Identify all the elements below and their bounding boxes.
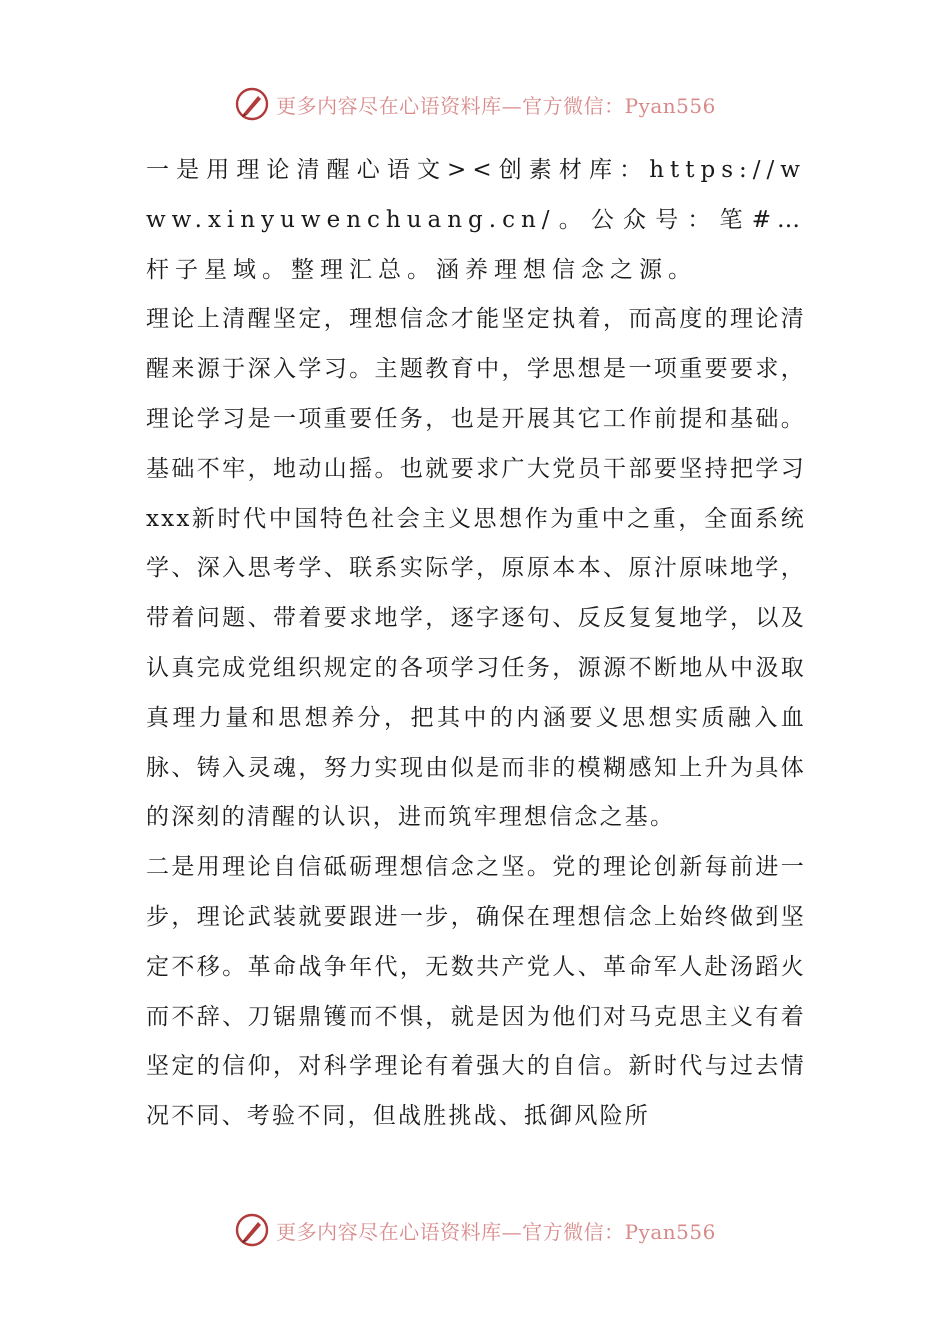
document-body [146, 146, 806, 1142]
watermark-text: 更多内容尽在心语资料库—官方微信：Pyan556 [276, 1219, 716, 1244]
paragraph-3: 二是用理论自信砥砺理想信念之坚。党的理论创新每前进一步，理论武装就要跟进一步，确保在理想信念上始终做到坚定不移。革命战争年代，无数共产党人、革命军人赴汤蹈火而不辞、刀锯鼎镬而不惧，就是因为他们对马克思主义有着坚定的信仰，对科学理论有着强大的自信。新时代与过去情况不同、考验不同，但战胜挑战、抵御风险所 [146, 854, 806, 1130]
pen-logo-icon [234, 86, 270, 122]
pen-logo-icon [234, 1212, 270, 1248]
paragraph-2: 理论上清醒坚定，理想信念才能坚定执着，而高度的理论清醒来源于深入学习。主题教育中，学思想是一项重要要求，理论学习是一项重要任务，也是开展其它工作前提和基础。基础不牢，地动山摇。也就要求广大党员干部要坚持把学习xxx新时代中国特色社会主义思想作为重中之重，全面系统学、深入思考学、联系实际学，原原本本、原汁原味地学，带着问题、带着要求地学，逐字逐句、反反复复地学，以及认真完成党组织规定的各项学习任务，源源不断地从中汲取真理力量和思想养分，把其中的内涵要义思想实质融入血脉、铸入灵魂，努力实现由似是而非的模糊感知上升为具体的深刻的清醒的认识，进而筑牢理想信念之基。 [146, 306, 806, 831]
paragraph-1: 一是用理论清醒心语文><创素材库：https://www.xinyuwenchuang.cn/。公众号：笔#…杆子星域。整理汇总。涵养理想信念之源。 [146, 157, 806, 283]
watermark-text: 更多内容尽在心语资料库—官方微信：Pyan556 [276, 93, 716, 118]
watermark-header [0, 80, 950, 128]
watermark-footer [0, 1206, 950, 1254]
